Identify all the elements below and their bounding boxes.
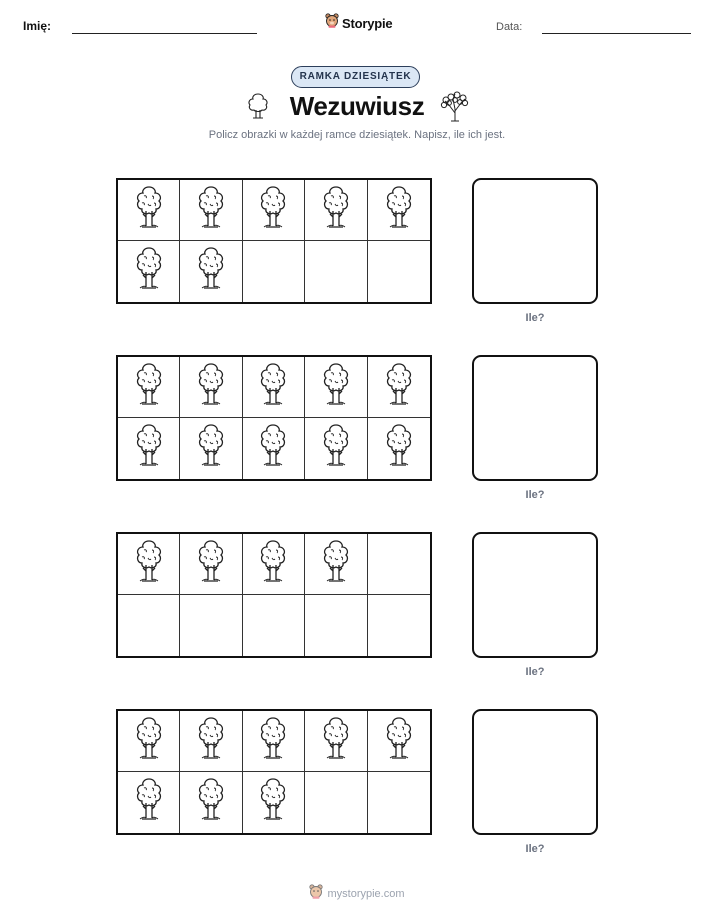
ten-frame-cell: [243, 711, 305, 772]
answer-label: Ile?: [525, 666, 545, 678]
ten-frame-cell: [180, 180, 242, 241]
name-label: Imię:: [23, 19, 52, 33]
ten-frame-cell: [305, 418, 367, 479]
ten-frame-cell: [305, 772, 367, 833]
tree-icon: [256, 184, 290, 237]
tree-icon: [256, 715, 290, 768]
tree-icon: [319, 715, 353, 768]
answer-box[interactable]: [472, 709, 598, 835]
tree-icon: [194, 184, 228, 237]
date-field[interactable]: [542, 33, 691, 34]
ten-frame-cell: [243, 180, 305, 241]
ten-frame-cell: [368, 357, 430, 418]
ten-frame-cell: [305, 241, 367, 302]
ten-frame: [116, 178, 432, 304]
ten-frame-cell: [118, 772, 180, 833]
worksheet-type-badge: RAMKA DZIESIĄTEK: [291, 66, 420, 88]
ten-frame-cell: [305, 357, 367, 418]
tree-icon: [319, 538, 353, 591]
ten-frame-cell: [118, 595, 180, 656]
tree-icon: [319, 361, 353, 414]
ten-frame-cell: [305, 711, 367, 772]
tree-icon: [256, 776, 290, 829]
ten-frame-cell: [368, 595, 430, 656]
ten-frame-cell: [368, 534, 430, 595]
tree-icon: [132, 184, 166, 237]
tree-icon: [132, 776, 166, 829]
page-title: Wezuwiusz: [289, 91, 425, 121]
ten-frame-cell: [368, 241, 430, 302]
answer-box[interactable]: [472, 355, 598, 481]
ten-frame-cell: [118, 241, 180, 302]
name-field[interactable]: [72, 33, 257, 34]
ten-frame-cell: [118, 534, 180, 595]
footer: [0, 884, 714, 904]
tree-icon: [194, 245, 228, 298]
ten-frame-cell: [180, 595, 242, 656]
ten-frame-cell: [243, 595, 305, 656]
ten-frame-cell: [243, 357, 305, 418]
ten-frame-cell: [118, 418, 180, 479]
ten-frame-cell: [243, 534, 305, 595]
ten-frame-cell: [118, 180, 180, 241]
footer-link[interactable]: mystorypie.com: [327, 888, 405, 900]
ten-frame-cell: [243, 772, 305, 833]
answer-label: Ile?: [525, 312, 545, 324]
tree-icon: [194, 361, 228, 414]
tree-icon: [194, 776, 228, 829]
ten-frame-cell: [305, 180, 367, 241]
tree-icon: [194, 422, 228, 475]
ten-frame-cell: [180, 357, 242, 418]
ten-frame-cell: [305, 534, 367, 595]
bear-mascot-icon: [325, 13, 339, 33]
brand-name: Storypie: [342, 15, 393, 31]
answer-label: Ile?: [525, 843, 545, 855]
ten-frame-cell: [243, 418, 305, 479]
ten-frame-cell: [305, 595, 367, 656]
ten-frame: [116, 532, 432, 658]
tree-icon: [132, 422, 166, 475]
tree-icon: [256, 538, 290, 591]
ten-frame: [116, 355, 432, 481]
tree-icon: [132, 361, 166, 414]
ten-frame-cell: [368, 772, 430, 833]
ten-frame: [116, 709, 432, 835]
ten-frame-cell: [118, 711, 180, 772]
ten-frame-cell: [118, 357, 180, 418]
tree-icon: [132, 538, 166, 591]
tree-icon: [319, 184, 353, 237]
ten-frame-cell: [243, 241, 305, 302]
tree-icon: [382, 715, 416, 768]
tree-outline-icon: [440, 91, 470, 128]
ten-frame-cell: [180, 711, 242, 772]
tree-icon: [256, 361, 290, 414]
ten-frame-cell: [180, 418, 242, 479]
tree-icon: [382, 422, 416, 475]
ten-frame-cell: [368, 711, 430, 772]
tree-icon: [256, 422, 290, 475]
ten-frame-cell: [368, 180, 430, 241]
ten-frame-cell: [180, 241, 242, 302]
answer-label: Ile?: [525, 489, 545, 501]
ten-frame-cell: [180, 534, 242, 595]
ten-frame-cell: [368, 418, 430, 479]
answer-box[interactable]: [472, 178, 598, 304]
tree-icon: [319, 422, 353, 475]
ten-frame-cell: [180, 772, 242, 833]
date-label: Data:: [496, 21, 523, 33]
tree-icon: [382, 184, 416, 237]
tree-icon: [382, 361, 416, 414]
tree-icon: [194, 538, 228, 591]
answer-box[interactable]: [472, 532, 598, 658]
brand-logo: [325, 13, 392, 33]
tree-icon: [132, 715, 166, 768]
instruction-text: Policz obrazki w każdej ramce dziesiątek. Napisz, ile ich jest.: [208, 129, 506, 141]
tree-icon: [132, 245, 166, 298]
tree-icon: [194, 715, 228, 768]
bear-mascot-icon: [309, 884, 323, 904]
